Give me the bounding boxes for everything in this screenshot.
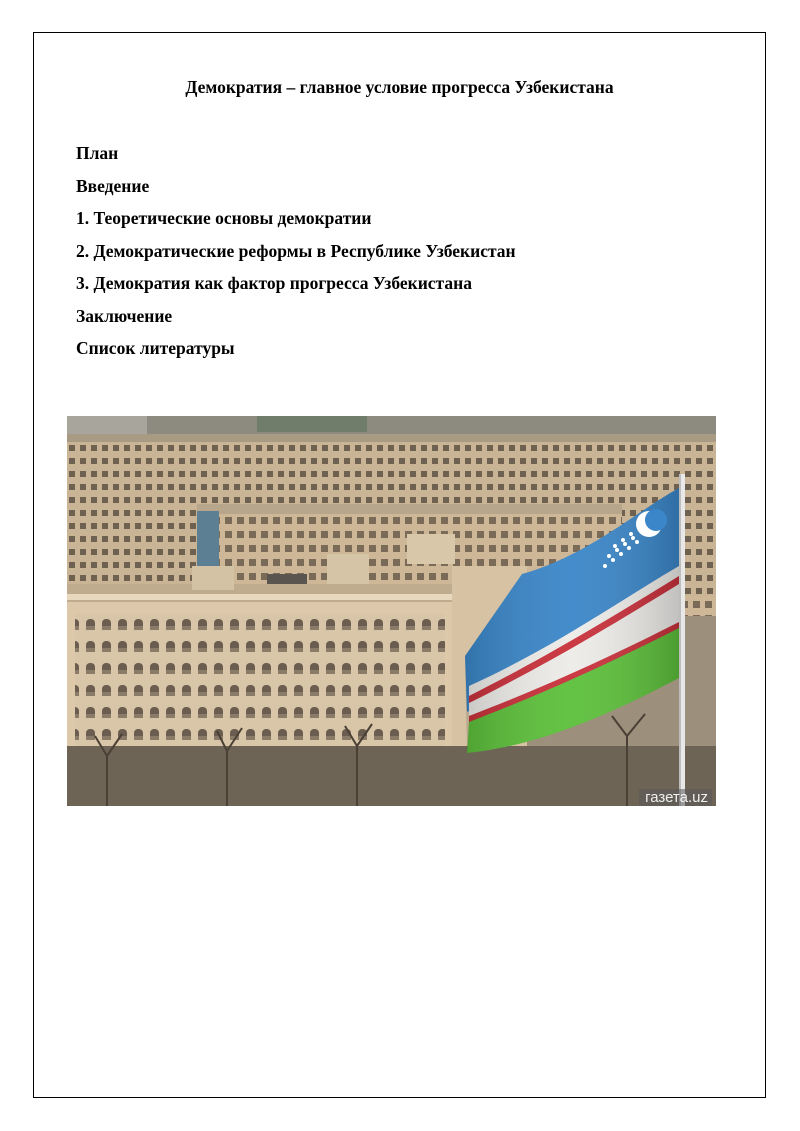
tashkent-flag-photo xyxy=(67,416,716,806)
plan-list xyxy=(76,141,516,369)
plan-heading: План xyxy=(76,143,119,163)
plan-item-conclusion: Заключение xyxy=(76,305,173,326)
document-title: Демократия – главное условие прогресса Узбекистана xyxy=(185,77,614,97)
plan-item-references: Список литературы xyxy=(76,338,235,358)
plan-item-2: 2. Демократические реформы в Республике Узбекистан xyxy=(76,240,516,261)
plan-item-1: 1. Теоретические основы демократии xyxy=(76,208,372,228)
document-page xyxy=(33,32,766,1098)
plan-item-introduction: Введение xyxy=(76,175,150,196)
photo-watermark: газета.uz xyxy=(639,789,712,806)
plan-item-3: 3. Демократия как фактор прогресса Узбекистана xyxy=(76,273,472,293)
